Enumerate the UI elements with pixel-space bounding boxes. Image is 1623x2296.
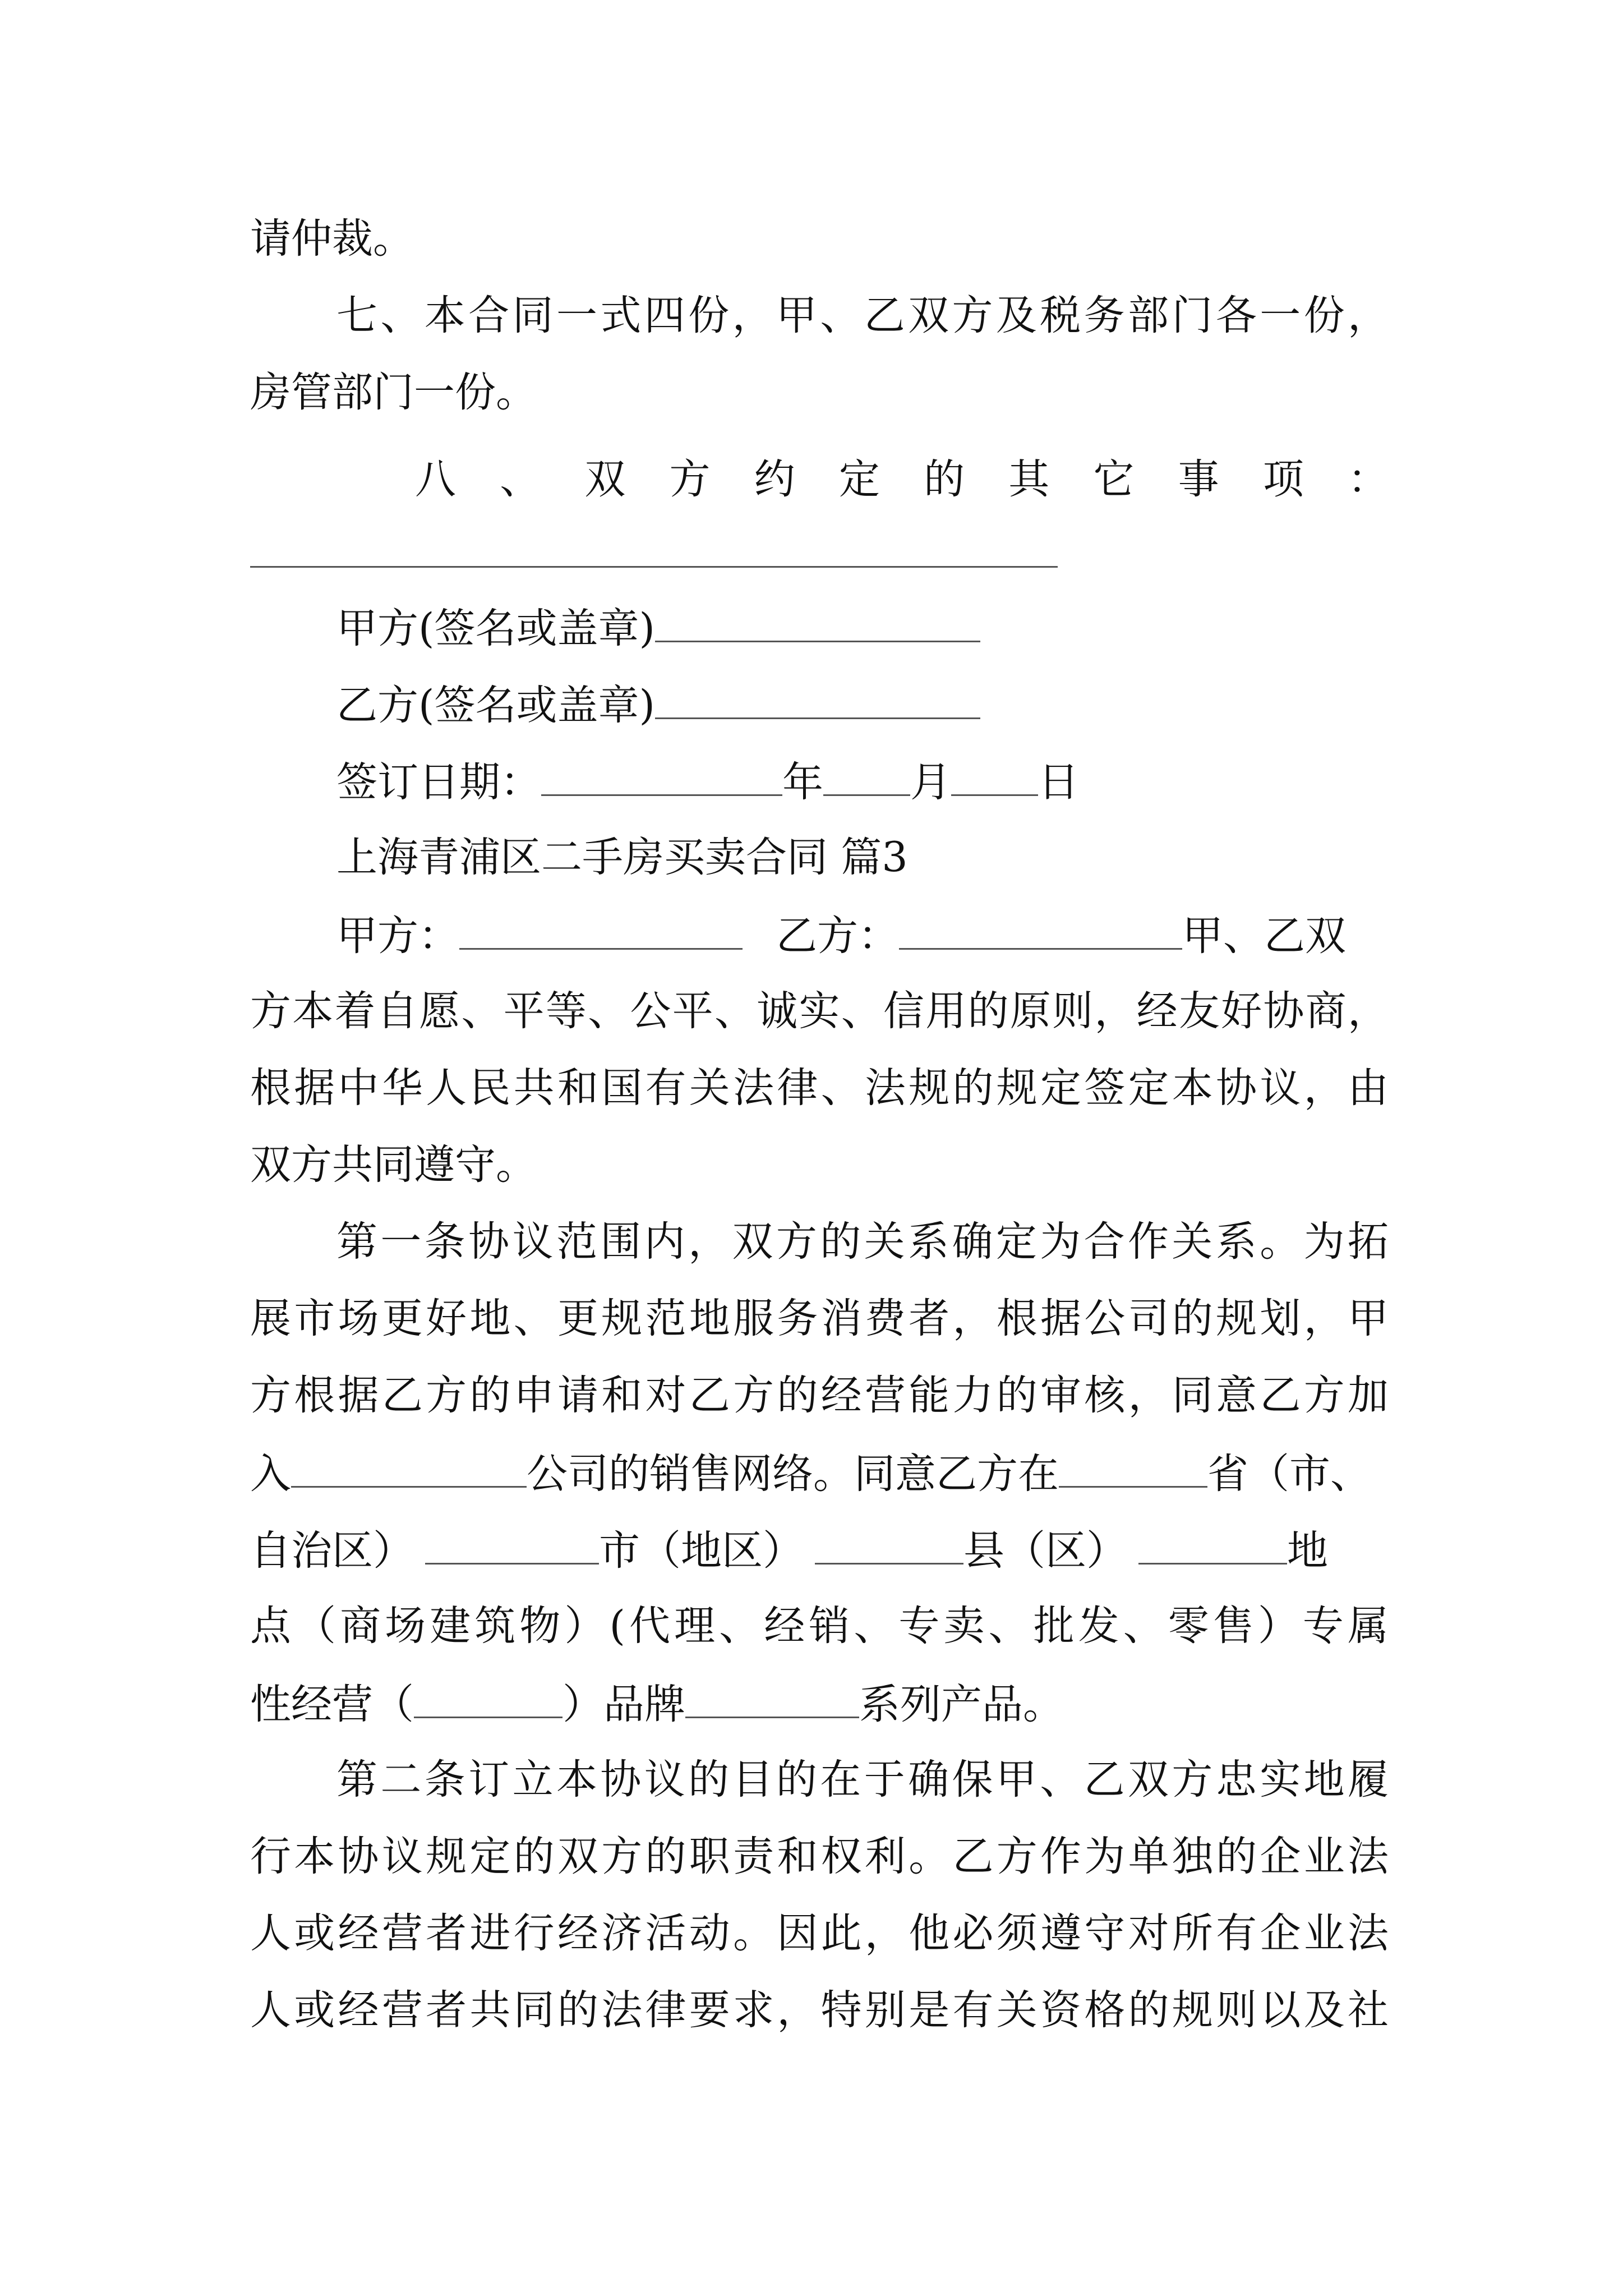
blank-rule — [250, 566, 1058, 568]
blank-field — [1138, 1521, 1287, 1565]
text-fragment: 入 — [250, 1450, 291, 1498]
text-fragment: 省（市、 — [1207, 1450, 1371, 1498]
text-line: 七、本合同一式四份，甲、乙双方及税务部门各一份， — [336, 292, 1389, 339]
text-line-with-blanks — [250, 1521, 1389, 1577]
text-line-with-blanks — [250, 1675, 1389, 1731]
text-fragment: 县（区） — [963, 1527, 1127, 1575]
text-line: 行本协议规定的双方的职责和权利。乙方作为单独的企业法 — [250, 1833, 1389, 1880]
blank-field — [685, 1675, 859, 1718]
text-line: 人或经营者共同的法律要求，特别是有关资格的规则以及社 — [250, 1986, 1389, 2034]
section-heading: 上海青浦区二手房买卖合同 篇3 — [336, 834, 908, 881]
text-line: 房管部门一份。 — [250, 369, 537, 416]
blank-field — [815, 1521, 963, 1565]
blank-field — [425, 1521, 599, 1565]
text-line: 点（商场建筑物）(代理、经销、专卖、批发、零售）专属 — [250, 1602, 1389, 1650]
blank-field — [655, 599, 980, 642]
text-fragment: 市（地区） — [599, 1527, 804, 1575]
text-line: 第二条订立本协议的目的在于确保甲、乙双方忠实地履 — [336, 1756, 1389, 1803]
text-line: 根据中华人民共和国有关法律、法规的规定签定本协议，由 — [250, 1064, 1389, 1112]
signing-date-label: 签订日期： — [336, 758, 541, 806]
text-line: 人或经营者进行经济活动。因此，他必须遵守对所有企业法 — [250, 1910, 1389, 1957]
text-fragment: 系列产品。 — [859, 1681, 1064, 1728]
text-fragment: 公司的销售网络。同意乙方在 — [527, 1450, 1059, 1498]
party-a-signature-label: 甲方(签名或盖章) — [336, 605, 655, 652]
day-label: 日 — [1038, 758, 1079, 806]
year-label: 年 — [782, 758, 823, 806]
blank-field — [1059, 1444, 1207, 1488]
blank-field — [899, 907, 1182, 950]
party-a-label: 甲方： — [336, 912, 459, 960]
parties-line — [336, 907, 1389, 963]
blank-field — [459, 907, 743, 950]
signature-line-party-b — [336, 676, 1389, 732]
text-fragment: 甲、乙双 — [1182, 912, 1346, 960]
text-line: 双方共同遵守。 — [250, 1141, 537, 1189]
text-line: 八、双方约定的其它事项： — [415, 455, 1389, 503]
party-b-signature-label: 乙方(签名或盖章) — [336, 682, 655, 729]
signature-line-party-a — [336, 599, 1389, 655]
blank-field — [541, 753, 782, 796]
party-b-label: 乙方： — [776, 912, 899, 960]
text-fragment: 自治区） — [250, 1527, 414, 1575]
text-line: 展市场更好地、更规范地服务消费者，根据公司的规划，甲 — [250, 1295, 1389, 1342]
blank-field — [414, 1675, 562, 1718]
blank-field — [951, 753, 1038, 796]
text-fragment: 性经营（ — [250, 1681, 414, 1728]
text-line: 方根据乙方的申请和对乙方的经营能力的审核，同意乙方加 — [250, 1372, 1389, 1419]
text-fragment: 地 — [1287, 1527, 1328, 1575]
blank-field — [655, 676, 980, 719]
blank-field — [823, 753, 910, 796]
text-line: 请仲裁。 — [250, 215, 414, 263]
text-line-with-blanks — [250, 1444, 1389, 1501]
month-label: 月 — [910, 758, 951, 806]
text-line: 方本着自愿、平等、公平、诚实、信用的原则，经友好协商， — [250, 987, 1389, 1035]
text-fragment: ）品牌 — [562, 1681, 685, 1728]
text-line: 第一条协议范围内，双方的关系确定为合作关系。为拓 — [336, 1218, 1389, 1266]
signing-date-line — [336, 753, 1389, 809]
blank-field — [291, 1444, 527, 1488]
